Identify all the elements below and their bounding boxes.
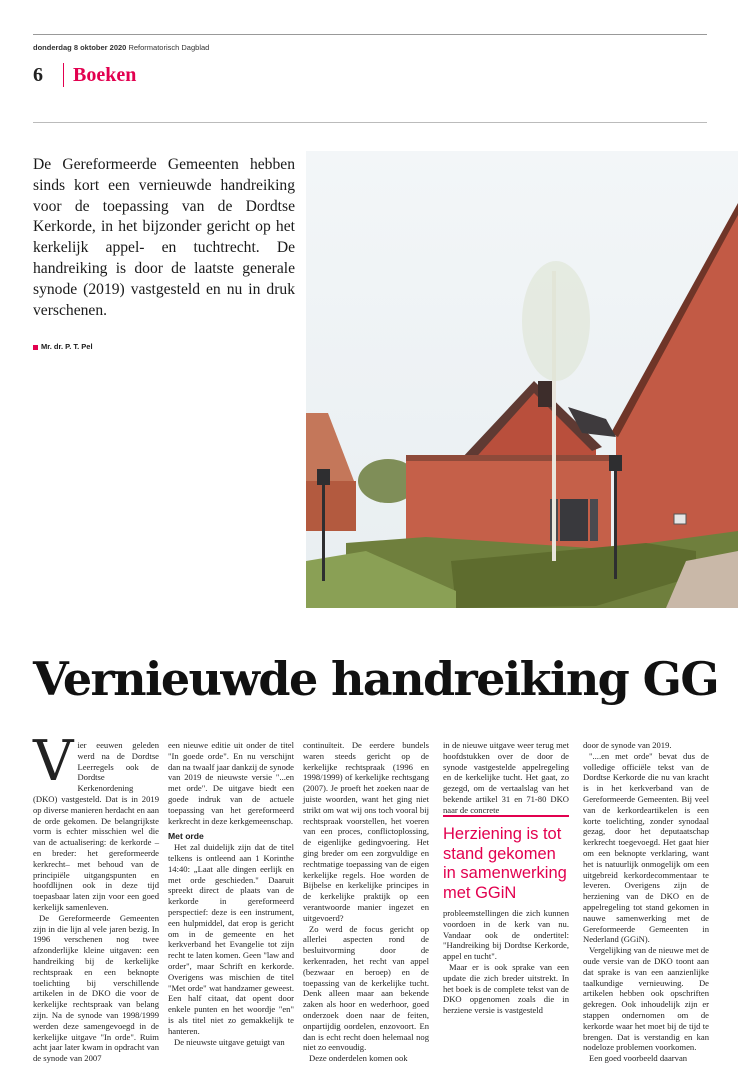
newspaper-name: Reformatorisch Dagblad [128,43,210,52]
article-photo [306,151,738,608]
headline: Vernieuwde handreiking GG [33,652,719,706]
paragraph: Een goed voorbeeld daarvan [589,1053,688,1064]
page-header [33,62,136,88]
article-column-5 [583,740,709,1064]
section-title: Boeken [73,63,137,86]
paragraph: continuïteit. De eerdere bundels waren steeds gericht op de kerkelijke rechtspraak (1996 en 1998/1999) of kerkelijke rechtsgang (2007). Je proeft het zoeken naar de juiste woorden, want het ging niet strikt om wat wij ons toch vooral bij rechtspraak voorstellen, het voeren van een proces, conflictoplossing, de eigenlijke gedingvoering. Het ging breder om een zorgvuldige en rechtmatige toepassing van de eigen kerkelijke regels. Hoe worden de Bijbelse en kerkelijke principes in de kerkelijke praktijk op een verantwoorde manier ingezet en uitgevoerd? [303,740,429,923]
paragraph: De nieuwste uitgave getuigt van [174,1036,285,1047]
intro-paragraph: De Gereformeerde Gemeenten hebben sinds kort een vernieuwde handreiking voor de toepassing van de Dordtse Kerkorde, in het bijzonder gericht op het kerkelijk appel- en tuchtrecht. De handreiking is door de laatste generale synode (2019) vastgesteld en nu in druk verschenen. [33,156,295,319]
paragraph: Deze onderdelen komen ook [309,1053,408,1064]
article-column-2 [168,740,294,1047]
byline [33,342,93,351]
dateline [33,43,209,52]
author: Mr. dr. P. T. Pel [41,342,93,351]
pull-quote: Herziening is tot stand gekomen in samenwerking met GGiN [443,815,569,903]
paragraph: een nieuwe editie uit onder de titel "In goede orde". En nu verschijnt dan na twaalf jaar dankzij de synode van 2019 de nieuwste versie "...en met orde". De uitgave biedt een goede indruk van de actuele toepassing van het gereformeerd kerkrecht in deze kerkgemeenschap. [168,740,294,826]
header-rule [33,122,707,123]
paragraph: door de synode van 2019. [583,740,672,750]
subheading: Met orde [168,831,204,842]
article-column-4 [443,740,569,816]
header-divider [63,63,64,87]
paragraph: Het zal duidelijk zijn dat de titel telkens is ontleend aan 1 Korinthe 14:40: „Laat alle dingen eerlijk en met orde geschieden." Daaruit spreekt direct de plaats van de kerkorde in gereformeerd perspectief: deze is een instrument, een hulpmiddel, dat erop is gericht om in de gemeente en het kerkverband het Evangelie tot zijn recht te laten komen. Geen "law and order", maar Schrift en kerkorde. Overigens was mischien de titel "Met orde" wat handzamer geweest. Een half citaat, dat opent door enkele punten en het woordje "en" is als titel niet zo gemakkelijk te hanteren. [168,842,294,1036]
paragraph: "....en met orde" bevat dus de volledige officiële tekst van de Dordtse Kerkorde die nu van kracht is in het kerkverband van de Gereformeerde Gemeenten. Bij veel van de kerkordeartikelen is een korte toelichting, zonder synodaal gezag, door het deputaatschap kerkrecht toegevoegd. Het gaat hier om een beknopte verklaring, want het is natuurlijk onmogelijk om een uitgebreid kerkordecommentaar te leveren. Overigens zijn de herziening van de DKO en de appelregeling tot stand gekomen in nauwe samenwerking met de Gereformeerde Gemeenten in Nederland (GGiN). [583,750,709,945]
article-column-4-continued [443,908,569,1016]
drop-cap: V [33,729,74,794]
paragraph: ier eeuwen geleden werd na de Dordtse Leerregels ook de Dordtse Kerkenordening (DKO) vastgesteld. Dat is in 2019 op diverse manieren herdacht en aan de orde gekomen. De belangrijkste vorm is echter misschien wel die van de actualisering: de kerkorde –en breder: het gereformeerde kerkrecht– met behoud van de principiële uitgangspunten en hoofdlijnen ook in deze tijd toepasbaar laten zijn voor een goed kerkelijk samenleven. [33,740,159,912]
byline-marker [33,345,38,350]
paragraph: in de nieuwe uitgave weer terug met hoofdstukken over de door de synode vastgestelde appelregeling en de kerkelijke tucht. Het gaat, zo gezegd, om de vertaalslag van het bekende artikel 31 en 71-80 DKO naar de concrete [443,740,569,815]
paragraph: Zo werd de focus gericht op allerlei aspecten rond de besluitvorming door de kerkenraden, het recht van appel (bezwaar en beroep) en de toepassing van de kerkelijke tucht. Denk alleen maar aan bekende zaken als hoor en wederhoor, goed onderzoek doen naar de feiten, onpartijdig oordelen, enzovoort. En dan is echt recht doen helemaal nog niet zo eenvoudig. [303,923,429,1053]
article-column-3 [303,740,429,1064]
paragraph: Maar er is ook sprake van een update die zich breder uitstrekt. In het boek is de complete tekst van de DKO opgenomen zoals die in herziene versie is vastgesteld [443,961,569,1016]
paragraph: Vergelijking van de nieuwe met de oude versie van de DKO toont aan dat sprake is van een aanzienlijke taalkundige vernieuwing. De artikelen hebben ook opschriften gekregen. Ook inhoudelijk zijn er stappen ondernomen om de kerkorde waar het moet bij de tijd te brengen. Dat is verstandig en kan nodeloze problemen voorkomen. [583,945,709,1053]
page-number: 6 [33,63,43,86]
paragraph: De Gereformeerde Gemeenten zijn in die lijn al vele jaren bezig. In 1996 verschenen nog twee afzonderlijke kleine uitgaven: een handreiking bij de kerkelijke rechtspraak en een beknopte toelichting bij verschillende artikelen in de DKO die voor de kerkelijke rechtspraak van belang zijn. Na de synode van 1998/1999 werden deze samengevoegd in de kerkelijke uitgave "In orde". Ruim acht jaar later kwam in opdracht van de synode van 2007 [33,912,159,1064]
church-building-icon [306,151,738,608]
article-column-1 [33,729,159,1064]
date: donderdag 8 oktober 2020 [33,43,127,52]
top-rule [33,34,707,35]
paragraph: probleemstellingen die zich kunnen voordoen in de kerk van nu. Vandaar ook de ondertitel: "Handreiking bij Dordtse Kerkorde, appel en tucht". [443,908,569,962]
